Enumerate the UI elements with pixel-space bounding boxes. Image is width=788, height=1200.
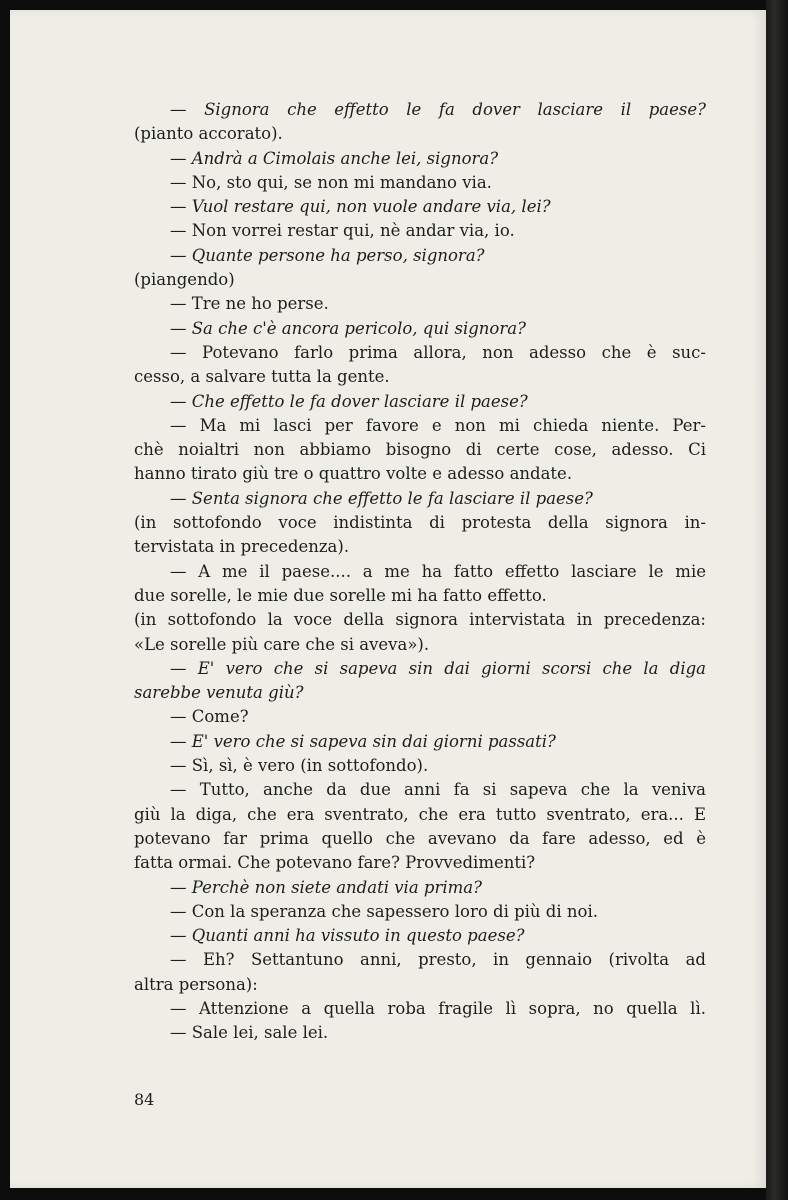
text-line: chè noialtri non abbiamo bisogno di certe cose, adesso. Ci — [134, 440, 706, 460]
text-line: — Con la speranza che sapessero loro di più di noi. — [170, 901, 598, 921]
text-line: potevano far prima quello che avevano da fare adesso, ed è — [134, 828, 706, 848]
text-line: sarebbe venuta giù? — [134, 683, 304, 703]
text-line: — Andrà a Cimolais anche lei, signora? — [170, 148, 499, 168]
text-line: giù la diga, che era sventrato, che era tutto sventrato, era... E — [134, 804, 706, 824]
text-line: — E' vero che si sapeva sin dai giorni passati? — [170, 731, 556, 751]
page-body — [134, 98, 706, 1046]
binding-edge — [766, 0, 788, 1200]
text-line: — Sa che c'è ancora pericolo, qui signora? — [170, 318, 526, 338]
text-line: fatta ormai. Che potevano fare? Provvedimenti? — [134, 853, 536, 873]
text-line: (in sottofondo la voce della signora intervistata in precedenza: — [134, 610, 706, 630]
text-line: due sorelle, le mie due sorelle mi ha fatto effetto. — [134, 585, 547, 605]
text-line: — Senta signora che effetto le fa lasciare il paese? — [170, 488, 593, 508]
text-line: (in sottofondo voce indistinta di protesta della signora in- — [134, 513, 706, 533]
text-line: cesso, a salvare tutta la gente. — [134, 367, 390, 387]
text-line: — Attenzione a quella roba fragile lì sopra, no quella lì. — [170, 998, 706, 1018]
book-page — [10, 10, 766, 1188]
text-line: tervistata in precedenza). — [134, 537, 350, 557]
text-line: — Sì, sì, è vero (in sottofondo). — [170, 756, 429, 776]
text-line: (pianto accorato). — [134, 124, 283, 144]
text-line: — Quante persone ha perso, signora? — [170, 245, 485, 265]
page-number: 84 — [134, 1090, 155, 1109]
text-line: — Tre ne ho perse. — [170, 294, 329, 314]
text-line: — Ma mi lasci per favore e non mi chieda niente. Per- — [170, 415, 706, 435]
text-line: — Non vorrei restar qui, nè andar via, io. — [170, 221, 515, 241]
text-line: (piangendo) — [134, 270, 235, 290]
text-line: — Come? — [170, 707, 249, 727]
text-line: — Signora che effetto le fa dover lasciare il paese? — [170, 100, 706, 119]
text-line: — E' vero che si sapeva sin dai giorni scorsi che la diga — [170, 658, 706, 678]
text-line: — Potevano farlo prima allora, non adesso che è suc- — [170, 342, 706, 362]
text-line: — No, sto qui, se non mi mandano via. — [170, 172, 492, 192]
text-line: — Quanti anni ha vissuto in questo paese? — [170, 926, 525, 946]
text-line: «Le sorelle più care che si aveva»). — [134, 634, 430, 654]
text-line: hanno tirato giù tre o quattro volte e adesso andate. — [134, 464, 573, 484]
text-line: altra persona): — [134, 974, 258, 994]
text-line: — A me il paese.... a me ha fatto effetto lasciare le mie — [170, 561, 706, 581]
text-line: — Perchè non siete andati via prima? — [170, 877, 482, 897]
text-line: — Che effetto le fa dover lasciare il paese? — [170, 391, 528, 411]
text-line: — Tutto, anche da due anni fa si sapeva che la veniva — [170, 780, 706, 800]
text-line: — Vuol restare qui, non vuole andare via, lei? — [170, 197, 551, 217]
text-line: — Eh? Settantuno anni, presto, in gennaio (rivolta ad — [170, 950, 706, 970]
text-line: — Sale lei, sale lei. — [170, 1023, 329, 1043]
